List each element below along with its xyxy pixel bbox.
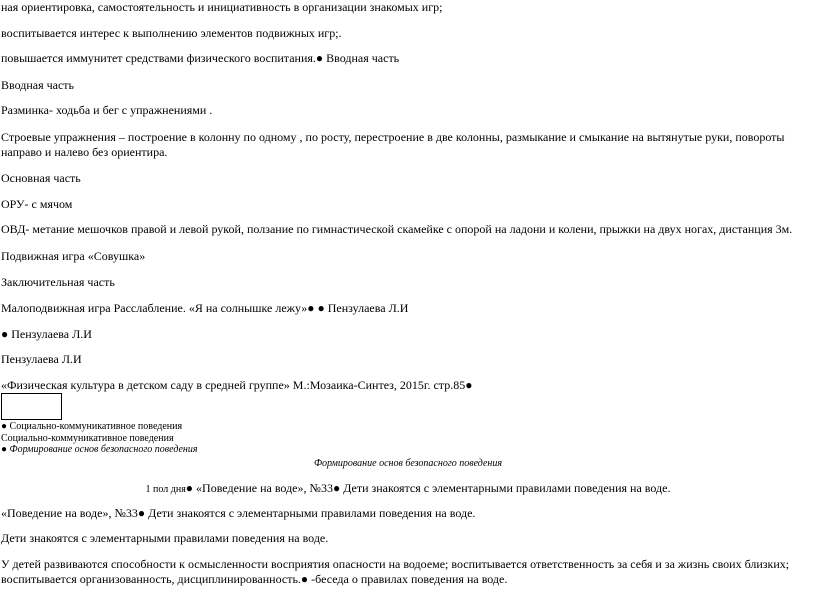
text-line-3: повышается иммунитет средствами физического воспитания.● Вводная часть	[1, 51, 400, 65]
text-line-ovd: ОВД- метание мешочков правой и левой рукой, ползание по гимнастической скамейке с опорой на ладони и колени, прыжки на двух ногах, дистанция 3м.	[1, 222, 793, 236]
small-line-social-2: Социально-коммуникативное поведения	[1, 433, 174, 444]
section-heading-main: Основная часть	[1, 171, 81, 185]
lesson-line-text: ● «Поведение на воде», №33● Дети знакоятся с элементарными правилами поведения на воде.	[185, 481, 671, 495]
text-line-1: ная ориентировка, самостоятельность и инициативность в организации знакомых игр;	[1, 0, 443, 14]
text-line-author-1: ● Пензулаева Л.И	[1, 327, 92, 341]
text-line-reference: «Физическая культура в детском саду в средней группе» М.:Мозаика-Синтез, 2015г. стр.85●	[1, 378, 473, 392]
section-heading-final: Заключительная часть	[1, 275, 115, 289]
text-paragraph-drills: Строевые упражнения – построение в колонну по одному , по росту, перестроение в две колонны, размыкание и смыкание на вытянутые руки, повороты направо и налево без ориентира.	[1, 130, 785, 159]
small-line-social-1: ● Социально-коммуникативное поведения	[1, 421, 183, 432]
small-line-safety-2: Формирование основ безопасного поведения	[313, 458, 502, 469]
text-line-game: Подвижная игра «Совушка»	[1, 249, 146, 263]
text-paragraph-water: У детей развиваются способности к осмысленности восприятия опасности на водоеме; воспитывается ответственность за себя и за жизнь своих близких; воспитывается организованность, дисциплинированность.● -беседа о правилах поведения на воде.	[1, 557, 790, 586]
small-line-safety-1: ● Формирование основ безопасного поведения	[1, 444, 198, 455]
text-line-2: воспитывается интерес к выполнению элементов подвижных игр;.	[1, 26, 342, 40]
text-line-author-2: Пензулаева Л.И	[1, 352, 82, 366]
lesson-line	[0, 481, 816, 496]
text-line-warmup: Разминка- ходьба и бег с упражнениями .	[1, 103, 213, 117]
text-line-water-2: Дети знакоятся с элементарными правилами поведения на воде.	[1, 531, 329, 545]
empty-frame	[1, 393, 62, 420]
text-line-relax: Малоподвижная игра Расслабление. «Я на солнышке лежу»● ● Пензулаева Л.И	[1, 301, 409, 315]
section-heading-intro: Вводная часть	[1, 78, 75, 92]
text-line-oru: ОРУ- с мячом	[1, 197, 73, 211]
lesson-line-prefix: 1 пол дня	[145, 484, 186, 495]
text-line-water-1: «Поведение на воде», №33● Дети знакоятся с элементарными правилами поведения на воде.	[1, 506, 476, 520]
